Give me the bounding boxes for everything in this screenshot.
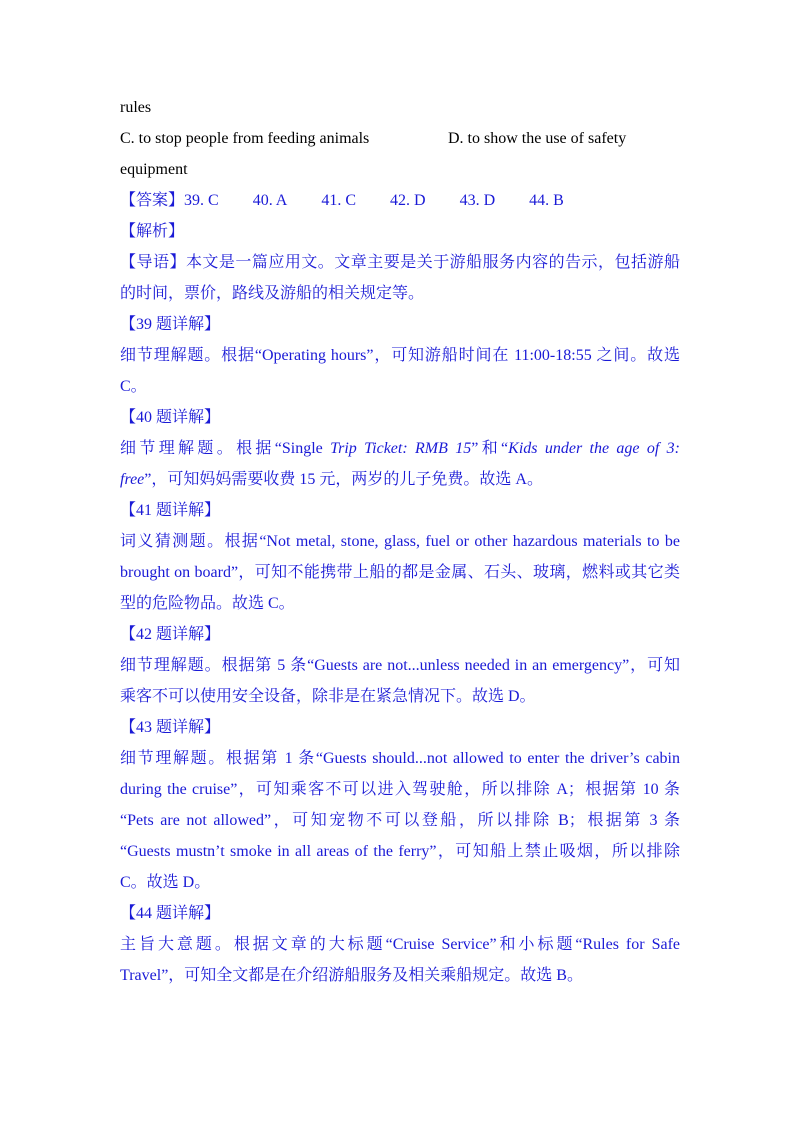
intro-line-2: 的时间，票价，路线及游船的相关规定等。 (120, 285, 425, 302)
intro-label: 【导语】 (120, 254, 186, 271)
q40-post: ”，可知妈妈需要收费 15 元，两岁的儿子免费。故选 A。 (144, 471, 543, 488)
answer-row (120, 191, 680, 211)
answer-item: 43. D (459, 192, 496, 209)
answer-label: 【答案】 (120, 192, 185, 209)
q40-line-2 (120, 470, 680, 490)
q40-italic-ticket: Trip Ticket: RMB 15 (330, 440, 472, 457)
q40-pre: 细节理解题。根据“Single (120, 440, 331, 457)
q43-line-5: C。故选 D。 (120, 874, 211, 891)
q42-heading: 【42 题详解】 (120, 626, 221, 643)
option-row (120, 129, 680, 149)
answer-item: 44. B (529, 192, 564, 209)
answer-item: 41. C (321, 192, 357, 209)
q44-line-1: 主旨大意题。根据文章的大标题“Cruise Service”和小标题“Rules for Safe (120, 936, 680, 953)
q43-heading: 【43 题详解】 (120, 719, 221, 736)
q40-mid: ”和“ (471, 440, 509, 457)
q40-line-1 (120, 439, 680, 459)
q41-line-1: 词义猜测题。根据“Not metal, stone, glass, fuel or other hazardous materials to be (120, 533, 680, 550)
intro-text-1: 本文是一篇应用文。文章主要是关于游船服务内容的告示，包括游船 (185, 254, 680, 271)
q40-italic-kids: Kids under the age of 3: (508, 440, 680, 457)
q42-line-1: 细节理解题。根据第 5 条“Guests are not...unless needed in an emergency”，可知 (120, 657, 680, 674)
q41-line-2: brought on board”，可知不能携带上船的都是金属、石头、玻璃，燃料或其它类 (120, 564, 680, 581)
q39-heading: 【39 题详解】 (120, 316, 221, 333)
answer-item: 40. A (252, 192, 288, 209)
q41-heading: 【41 题详解】 (120, 502, 221, 519)
option-d-continued: equipment (120, 161, 188, 178)
q44-line-2: Travel”，可知全文都是在介绍游船服务及相关乘船规定。故选 B。 (120, 967, 583, 984)
q43-line-1: 细节理解题。根据第 1 条“Guests should...not allowed to enter the driver’s cabin (120, 750, 680, 767)
q40-heading: 【40 题详解】 (120, 409, 221, 426)
option-c: C. to stop people from feeding animals (120, 130, 370, 147)
q41-line-3: 型的危险物品。故选 C。 (120, 595, 295, 612)
q42-line-2: 乘客不可以使用安全设备，除非是在紧急情况下。故选 D。 (120, 688, 536, 705)
q39-line-1: 细节理解题。根据“Operating hours”，可知游船时间在 11:00-18:55 之间。故选 (120, 347, 680, 364)
answer-item: 39. C (184, 192, 219, 209)
q43-line-4: “Guests mustn’t smoke in all areas of the ferry”，可知船上禁止吸烟，所以排除 (120, 843, 680, 860)
q40-italic-free: free (120, 471, 145, 488)
option-prev-tail: rules (120, 99, 152, 116)
analysis-label: 【解析】 (120, 223, 185, 240)
answer-item: 42. D (390, 192, 426, 209)
q39-line-2: C。 (120, 378, 147, 395)
option-d: D. to show the use of safety (448, 130, 627, 147)
q43-line-3: “Pets are not allowed”，可知宠物不可以登船，所以排除 B；根据第 3 条 (120, 812, 680, 829)
intro-line-1 (120, 253, 680, 273)
q43-line-2: during the cruise”，可知乘客不可以进入驾驶舱，所以排除 A；根据第 10 条 (120, 781, 680, 798)
q44-heading: 【44 题详解】 (120, 905, 221, 922)
